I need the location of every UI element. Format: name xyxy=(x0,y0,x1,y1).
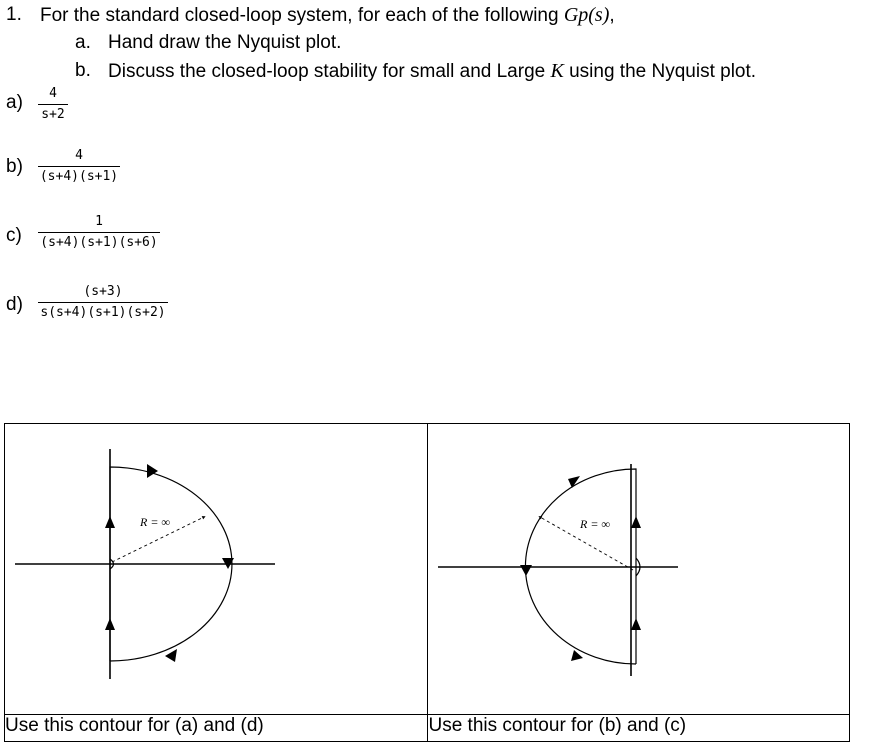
question-intro xyxy=(40,4,615,27)
part-a-text: Hand draw the Nyquist plot. xyxy=(108,32,342,53)
tf-d-numerator: (s+3) xyxy=(83,284,123,299)
tf-b-fraction xyxy=(38,148,120,185)
contour-left-figure xyxy=(5,424,427,714)
tf-d-denominator: s(s+4)(s+1)(s+2) xyxy=(40,305,166,320)
contour-left-svg xyxy=(5,424,428,714)
tf-c-label: c) xyxy=(6,225,22,246)
contour-right-svg xyxy=(428,424,849,714)
arrow-marker xyxy=(105,516,115,528)
tf-d-fraction xyxy=(38,284,168,321)
gp-symbol: Gp(s) xyxy=(563,4,610,26)
tf-b-label: b) xyxy=(6,156,23,177)
tf-c-denominator: (s+4)(s+1)(s+6) xyxy=(40,235,158,250)
contour-table xyxy=(4,423,850,742)
part-b-text-before: Discuss the closed-loop stability for small and Large xyxy=(108,61,551,82)
fraction-bar xyxy=(38,302,168,303)
fraction-bar xyxy=(38,104,68,105)
part-b-text xyxy=(108,60,756,83)
fraction-bar xyxy=(38,166,120,167)
question-number: 1. xyxy=(6,4,22,25)
intro-text: For the standard closed-loop system, for each of the following xyxy=(40,5,564,26)
caption-right: Use this contour for (b) and (c) xyxy=(428,715,850,742)
k-symbol: K xyxy=(550,60,564,82)
arrow-marker xyxy=(105,618,115,630)
tf-c-numerator: 1 xyxy=(95,214,103,229)
tf-a-label: a) xyxy=(6,92,23,113)
arrow-marker xyxy=(147,464,158,478)
tf-c-fraction xyxy=(38,214,160,251)
tf-a-fraction xyxy=(38,86,68,123)
tf-a-numerator: 4 xyxy=(49,86,57,101)
contour-right-cell xyxy=(428,424,850,715)
intro-trailing: , xyxy=(609,5,615,26)
radius-label: R = ∞ xyxy=(580,517,611,531)
fraction-bar xyxy=(38,232,160,233)
contour-right-figure xyxy=(428,424,849,714)
radius-label: R = ∞ xyxy=(140,515,170,529)
arrow-marker xyxy=(165,649,177,662)
part-b-letter: b. xyxy=(75,60,91,81)
arrow-marker xyxy=(631,516,641,528)
arrow-marker xyxy=(520,565,532,576)
tf-b-denominator: (s+4)(s+1) xyxy=(39,169,119,184)
caption-left: Use this contour for (a) and (d) xyxy=(5,715,428,742)
tf-d-label: d) xyxy=(6,294,23,315)
arrow-marker xyxy=(631,618,641,630)
part-a-letter: a. xyxy=(75,32,91,53)
part-b-text-after: using the Nyquist plot. xyxy=(563,61,757,82)
contour-left-cell xyxy=(5,424,428,715)
tf-a-denominator: s+2 xyxy=(41,107,65,122)
tf-b-numerator: 4 xyxy=(75,148,83,163)
